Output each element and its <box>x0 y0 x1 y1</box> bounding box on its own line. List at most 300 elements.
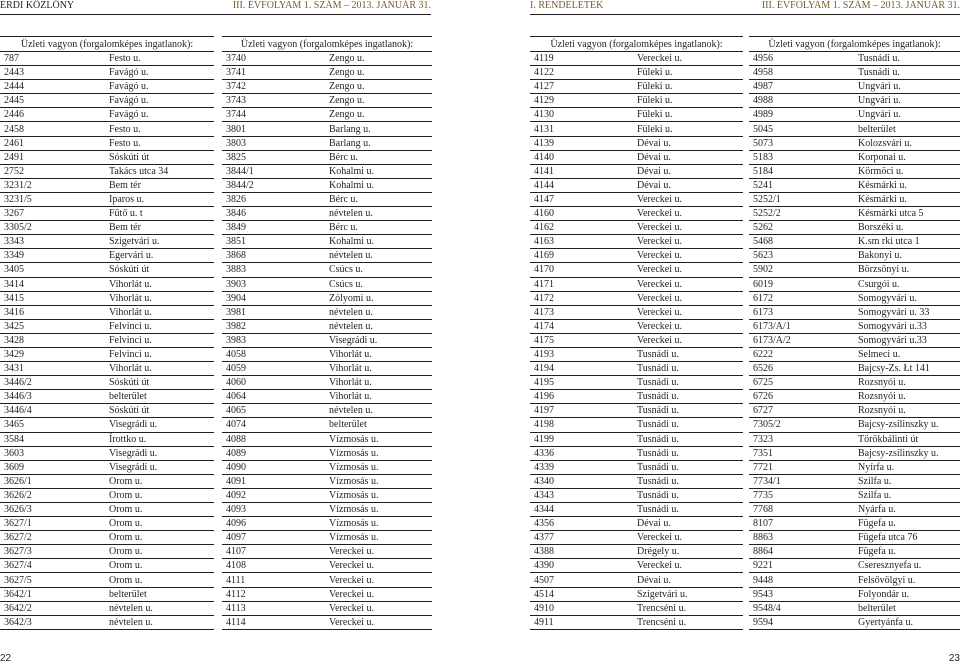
table-row <box>749 164 960 178</box>
street-name: Füleki u. <box>633 122 743 136</box>
table-row <box>222 94 432 108</box>
street-name: Dévai u. <box>633 178 743 192</box>
street-name: Visegrádi u. <box>105 460 214 474</box>
table-row <box>530 207 743 221</box>
street-name: Írottko u. <box>105 432 214 446</box>
issue-info-right: III. ÉVFOLYAM 1. SZÁM – 2013. JANUÁR 31. <box>761 0 960 11</box>
page-number-right: 23 <box>948 653 960 664</box>
street-name: névtelen u. <box>325 404 432 418</box>
street-name: Korponai u. <box>854 150 960 164</box>
street-name: Somogyvári u. <box>854 291 960 305</box>
street-name: Vihorlát u. <box>105 362 214 376</box>
table-row <box>530 474 743 488</box>
table-row <box>530 66 743 80</box>
table-row <box>749 52 960 66</box>
street-name: Drégely u. <box>633 545 743 559</box>
parcel-number: 3801 <box>222 122 325 136</box>
street-name: Gyertyánfa u. <box>854 615 960 629</box>
parcel-number: 5252/1 <box>749 192 854 206</box>
street-name: Visegrádi u. <box>105 446 214 460</box>
street-name: Csúcs u. <box>325 263 432 277</box>
parcel-number: 4170 <box>530 263 633 277</box>
parcel-number: 4989 <box>749 108 854 122</box>
parcel-number: 4988 <box>749 94 854 108</box>
property-table-1 <box>0 36 214 630</box>
street-name: Fügefa utca 76 <box>854 531 960 545</box>
parcel-number: 3267 <box>0 207 105 221</box>
table-row <box>222 488 432 502</box>
table-row <box>749 418 960 432</box>
table-row <box>749 474 960 488</box>
street-name: Tusnádi u. <box>633 474 743 488</box>
street-name: Bérc u. <box>325 150 432 164</box>
street-name: Tusnádi u. <box>633 362 743 376</box>
parcel-number: 3904 <box>222 291 325 305</box>
street-name: Szigetvári u. <box>105 235 214 249</box>
table-row <box>222 601 432 615</box>
street-name: Felvinci u. <box>105 347 214 361</box>
parcel-number: 2444 <box>0 80 105 94</box>
street-name: Füleki u. <box>633 94 743 108</box>
street-name: Körmöci u. <box>854 164 960 178</box>
table-row <box>530 164 743 178</box>
parcel-number: 3231/5 <box>0 192 105 206</box>
parcel-number: 4064 <box>222 390 325 404</box>
table-row <box>0 404 214 418</box>
table-row <box>0 108 214 122</box>
street-name: Tusnádi u. <box>633 390 743 404</box>
parcel-number: 4336 <box>530 446 633 460</box>
street-name: Szilfa u. <box>854 488 960 502</box>
table-row <box>0 150 214 164</box>
street-name: Bem tér <box>105 178 214 192</box>
parcel-number: 6726 <box>749 390 854 404</box>
table-row <box>0 178 214 192</box>
parcel-number: 4377 <box>530 531 633 545</box>
table-row <box>749 192 960 206</box>
table-row <box>530 531 743 545</box>
street-name: Dévai u. <box>633 517 743 531</box>
table-row <box>749 559 960 573</box>
table-row <box>0 587 214 601</box>
parcel-number: 4091 <box>222 474 325 488</box>
street-name: Orom u. <box>105 517 214 531</box>
street-name: Festo u. <box>105 136 214 150</box>
parcel-number: 7305/2 <box>749 418 854 432</box>
street-name: Vízmosás u. <box>325 517 432 531</box>
parcel-number: 4911 <box>530 615 633 629</box>
street-name: Zengo u. <box>325 94 432 108</box>
street-name: Bem tér <box>105 221 214 235</box>
parcel-number: 3446/4 <box>0 404 105 418</box>
table-row <box>530 192 743 206</box>
street-name: Festo u. <box>105 122 214 136</box>
street-name: Vereckei u. <box>325 545 432 559</box>
table-row <box>222 192 432 206</box>
street-name: Somogyvári u.33 <box>854 319 960 333</box>
table-row <box>749 221 960 235</box>
parcel-number: 4113 <box>222 601 325 615</box>
parcel-number: 3844/1 <box>222 164 325 178</box>
parcel-number: 4196 <box>530 390 633 404</box>
table-row <box>0 221 214 235</box>
table-row <box>530 291 743 305</box>
parcel-number: 2446 <box>0 108 105 122</box>
table-row <box>749 390 960 404</box>
parcel-number: 4058 <box>222 347 325 361</box>
table-row <box>530 235 743 249</box>
table-row <box>0 235 214 249</box>
parcel-number: 4111 <box>222 573 325 587</box>
street-name: Vereckei u. <box>633 235 743 249</box>
table-row <box>0 305 214 319</box>
parcel-number: 4198 <box>530 418 633 432</box>
street-name: Vereckei u. <box>633 291 743 305</box>
table-row <box>0 418 214 432</box>
table-row <box>749 517 960 531</box>
street-name: Bajcsy-Zs. Łt 141 <box>854 362 960 376</box>
parcel-number: 4172 <box>530 291 633 305</box>
street-name: Késmárki u. <box>854 178 960 192</box>
table-row <box>222 376 432 390</box>
street-name: Kolozsvári u. <box>854 136 960 150</box>
parcel-number: 4089 <box>222 446 325 460</box>
street-name: Füleki u. <box>633 80 743 94</box>
street-name: Orom u. <box>105 559 214 573</box>
table-row <box>0 376 214 390</box>
street-name: Vihorlát u. <box>325 390 432 404</box>
table-row <box>222 362 432 376</box>
table-row <box>530 418 743 432</box>
parcel-number: 4088 <box>222 432 325 446</box>
table-row <box>749 333 960 347</box>
parcel-number: 2445 <box>0 94 105 108</box>
parcel-number: 3231/2 <box>0 178 105 192</box>
parcel-number: 4171 <box>530 277 633 291</box>
table-row <box>530 319 743 333</box>
table-row <box>0 319 214 333</box>
parcel-number: 6725 <box>749 376 854 390</box>
table-row <box>530 503 743 517</box>
street-name: Vízmosás u. <box>325 503 432 517</box>
street-name: Vereckei u. <box>633 333 743 347</box>
table-row <box>0 446 214 460</box>
parcel-number: 2461 <box>0 136 105 150</box>
parcel-number: 4144 <box>530 178 633 192</box>
street-name: Bakonyi u. <box>854 249 960 263</box>
table-row <box>222 136 432 150</box>
table-row <box>530 573 743 587</box>
street-name: Favágó u. <box>105 80 214 94</box>
parcel-number: 4388 <box>530 545 633 559</box>
table-row <box>749 108 960 122</box>
page-number-left: 22 <box>0 653 12 664</box>
header-rule-left <box>0 14 431 15</box>
parcel-number: 3446/2 <box>0 376 105 390</box>
street-name: Vereckei u. <box>633 531 743 545</box>
table-row <box>222 164 432 178</box>
table-row <box>749 305 960 319</box>
table-row <box>222 545 432 559</box>
street-name: Orom u. <box>105 503 214 517</box>
table-row <box>749 122 960 136</box>
street-name: Vízmosás u. <box>325 446 432 460</box>
parcel-number: 3428 <box>0 333 105 347</box>
street-name: K.sm rki utca 1 <box>854 235 960 249</box>
table-row <box>222 559 432 573</box>
table-row <box>530 305 743 319</box>
street-name: Ungvári u. <box>854 94 960 108</box>
parcel-number: 7351 <box>749 446 854 460</box>
table-row <box>749 263 960 277</box>
street-name: Szigetvári u. <box>633 587 743 601</box>
table-row <box>0 517 214 531</box>
table-row <box>222 432 432 446</box>
right-page-header <box>530 0 960 18</box>
parcel-number: 3642/1 <box>0 587 105 601</box>
street-name: Tusnádi u. <box>854 66 960 80</box>
parcel-number: 5262 <box>749 221 854 235</box>
parcel-number: 4910 <box>530 601 633 615</box>
street-name: Vihorlát u. <box>105 277 214 291</box>
table-row <box>0 559 214 573</box>
table-row <box>749 277 960 291</box>
street-name: Selmeci u. <box>854 347 960 361</box>
street-name: Favágó u. <box>105 108 214 122</box>
table-row <box>0 488 214 502</box>
parcel-number: 3642/2 <box>0 601 105 615</box>
table-row <box>222 305 432 319</box>
street-name: Börzsönyi u. <box>854 263 960 277</box>
table-row <box>0 474 214 488</box>
street-name: Sóskúti út <box>105 263 214 277</box>
table-row <box>530 221 743 235</box>
parcel-number: 3627/2 <box>0 531 105 545</box>
parcel-number: 8107 <box>749 517 854 531</box>
parcel-number: 3416 <box>0 305 105 319</box>
parcel-number: 3414 <box>0 277 105 291</box>
parcel-number: 5183 <box>749 150 854 164</box>
street-name: Bérc u. <box>325 192 432 206</box>
street-name: Vereckei u. <box>325 615 432 629</box>
table-row <box>530 108 743 122</box>
parcel-number: 6727 <box>749 404 854 418</box>
street-name: Szilfa u. <box>854 474 960 488</box>
street-name: névtelen u. <box>325 305 432 319</box>
table-row <box>530 390 743 404</box>
table-row <box>222 66 432 80</box>
street-name: Favágó u. <box>105 94 214 108</box>
table-row <box>530 432 743 446</box>
parcel-number: 3982 <box>222 319 325 333</box>
parcel-number: 6173/A/2 <box>749 333 854 347</box>
street-name: Vereckei u. <box>325 601 432 615</box>
parcel-number: 6019 <box>749 277 854 291</box>
table-row <box>0 601 214 615</box>
parcel-number: 3826 <box>222 192 325 206</box>
street-name: Visegrádi u. <box>105 418 214 432</box>
table-row <box>749 150 960 164</box>
street-name: Rozsnyói u. <box>854 390 960 404</box>
street-name: Törökbálinti út <box>854 432 960 446</box>
parcel-number: 4344 <box>530 503 633 517</box>
parcel-number: 6172 <box>749 291 854 305</box>
table-header: Üzleti vagyon (forgalomképes ingatlanok): <box>0 37 214 52</box>
table-row <box>0 333 214 347</box>
parcel-number: 3626/3 <box>0 503 105 517</box>
table-row <box>222 235 432 249</box>
street-name: Tusnádi u. <box>633 460 743 474</box>
street-name: névtelen u. <box>325 207 432 221</box>
parcel-number: 5468 <box>749 235 854 249</box>
table-row <box>749 249 960 263</box>
street-name: Tusnádi u. <box>854 52 960 66</box>
street-name: belterület <box>105 587 214 601</box>
parcel-number: 7323 <box>749 432 854 446</box>
street-name: Vereckei u. <box>633 319 743 333</box>
street-name: Borszéki u. <box>854 221 960 235</box>
table-row <box>749 531 960 545</box>
parcel-number: 4173 <box>530 305 633 319</box>
street-name: Vereckei u. <box>325 559 432 573</box>
street-name: Vízmosás u. <box>325 488 432 502</box>
table-row <box>0 52 214 66</box>
table-row <box>749 460 960 474</box>
street-name: Favágó u. <box>105 66 214 80</box>
table-row <box>222 474 432 488</box>
street-name: Orom u. <box>105 531 214 545</box>
street-name: Zengo u. <box>325 80 432 94</box>
parcel-number: 3405 <box>0 263 105 277</box>
parcel-number: 3903 <box>222 277 325 291</box>
table-row <box>0 207 214 221</box>
parcel-number: 3349 <box>0 249 105 263</box>
table-row <box>222 503 432 517</box>
street-name: Zengo u. <box>325 108 432 122</box>
table-row <box>222 333 432 347</box>
parcel-number: 3627/4 <box>0 559 105 573</box>
table-row <box>530 136 743 150</box>
table-header: Üzleti vagyon (forgalomképes ingatlanok): <box>530 37 743 52</box>
street-name: Tusnádi u. <box>633 347 743 361</box>
street-name: Felsővölgyi u. <box>854 573 960 587</box>
table-row <box>0 362 214 376</box>
parcel-number: 3431 <box>0 362 105 376</box>
parcel-number: 8864 <box>749 545 854 559</box>
parcel-number: 3627/5 <box>0 573 105 587</box>
street-name: Zengo u. <box>325 52 432 66</box>
parcel-number: 3744 <box>222 108 325 122</box>
parcel-number: 5045 <box>749 122 854 136</box>
parcel-number: 3429 <box>0 347 105 361</box>
table-row <box>530 362 743 376</box>
parcel-number: 4060 <box>222 376 325 390</box>
street-name: Vereckei u. <box>633 277 743 291</box>
table-row <box>749 319 960 333</box>
street-name: Vereckei u. <box>325 573 432 587</box>
table-row <box>749 615 960 629</box>
table-row <box>530 404 743 418</box>
street-name: Orom u. <box>105 573 214 587</box>
table-row <box>222 150 432 164</box>
street-name: Bajcsy-zsilinszky u. <box>854 446 960 460</box>
parcel-number: 4065 <box>222 404 325 418</box>
street-name: névtelen u. <box>325 249 432 263</box>
table-row <box>222 418 432 432</box>
parcel-number: 4174 <box>530 319 633 333</box>
table-row <box>749 178 960 192</box>
parcel-number: 3305/2 <box>0 221 105 235</box>
street-name: Kohalmi u. <box>325 178 432 192</box>
street-name: Tusnádi u. <box>633 404 743 418</box>
table-row <box>530 545 743 559</box>
table-row <box>0 164 214 178</box>
street-name: Késmárki utca 5 <box>854 207 960 221</box>
parcel-number: 3741 <box>222 66 325 80</box>
table-row <box>530 601 743 615</box>
parcel-number: 4339 <box>530 460 633 474</box>
table-row <box>749 503 960 517</box>
table-row <box>749 376 960 390</box>
parcel-number: 6173 <box>749 305 854 319</box>
street-name: Dévai u. <box>633 573 743 587</box>
table-row <box>530 150 743 164</box>
street-name: Kohalmi u. <box>325 235 432 249</box>
parcel-number: 3609 <box>0 460 105 474</box>
parcel-number: 5252/2 <box>749 207 854 221</box>
street-name: Sóskúti út <box>105 404 214 418</box>
parcel-number: 3883 <box>222 263 325 277</box>
street-name: Fügefa u. <box>854 517 960 531</box>
table-row <box>530 333 743 347</box>
parcel-number: 4507 <box>530 573 633 587</box>
parcel-number: 4141 <box>530 164 633 178</box>
street-name: belterület <box>105 390 214 404</box>
table-row <box>222 277 432 291</box>
street-name: Vízmosás u. <box>325 531 432 545</box>
table-row <box>222 52 432 66</box>
parcel-number: 7734/1 <box>749 474 854 488</box>
parcel-number: 3981 <box>222 305 325 319</box>
parcel-number: 4195 <box>530 376 633 390</box>
parcel-number: 9221 <box>749 559 854 573</box>
street-name: Csúcs u. <box>325 277 432 291</box>
street-name: Csurgói u. <box>854 277 960 291</box>
street-name: Sóskúti út <box>105 376 214 390</box>
parcel-number: 4199 <box>530 432 633 446</box>
table-row <box>530 347 743 361</box>
street-name: Tusnádi u. <box>633 432 743 446</box>
parcel-number: 4093 <box>222 503 325 517</box>
parcel-number: 5184 <box>749 164 854 178</box>
street-name: Vihorlát u. <box>105 305 214 319</box>
parcel-number: 6173/A/1 <box>749 319 854 333</box>
table-row <box>222 221 432 235</box>
street-name: Nyárfa u. <box>854 503 960 517</box>
parcel-number: 4129 <box>530 94 633 108</box>
parcel-number: 4074 <box>222 418 325 432</box>
parcel-number: 4097 <box>222 531 325 545</box>
property-table-3 <box>530 36 743 630</box>
table-row <box>749 80 960 94</box>
table-row <box>530 488 743 502</box>
street-name: Vízmosás u. <box>325 474 432 488</box>
street-name: Felvinci u. <box>105 319 214 333</box>
table-row <box>222 249 432 263</box>
street-name: Bérc u. <box>325 221 432 235</box>
parcel-number: 4514 <box>530 587 633 601</box>
street-name: Takács utca 34 <box>105 164 214 178</box>
